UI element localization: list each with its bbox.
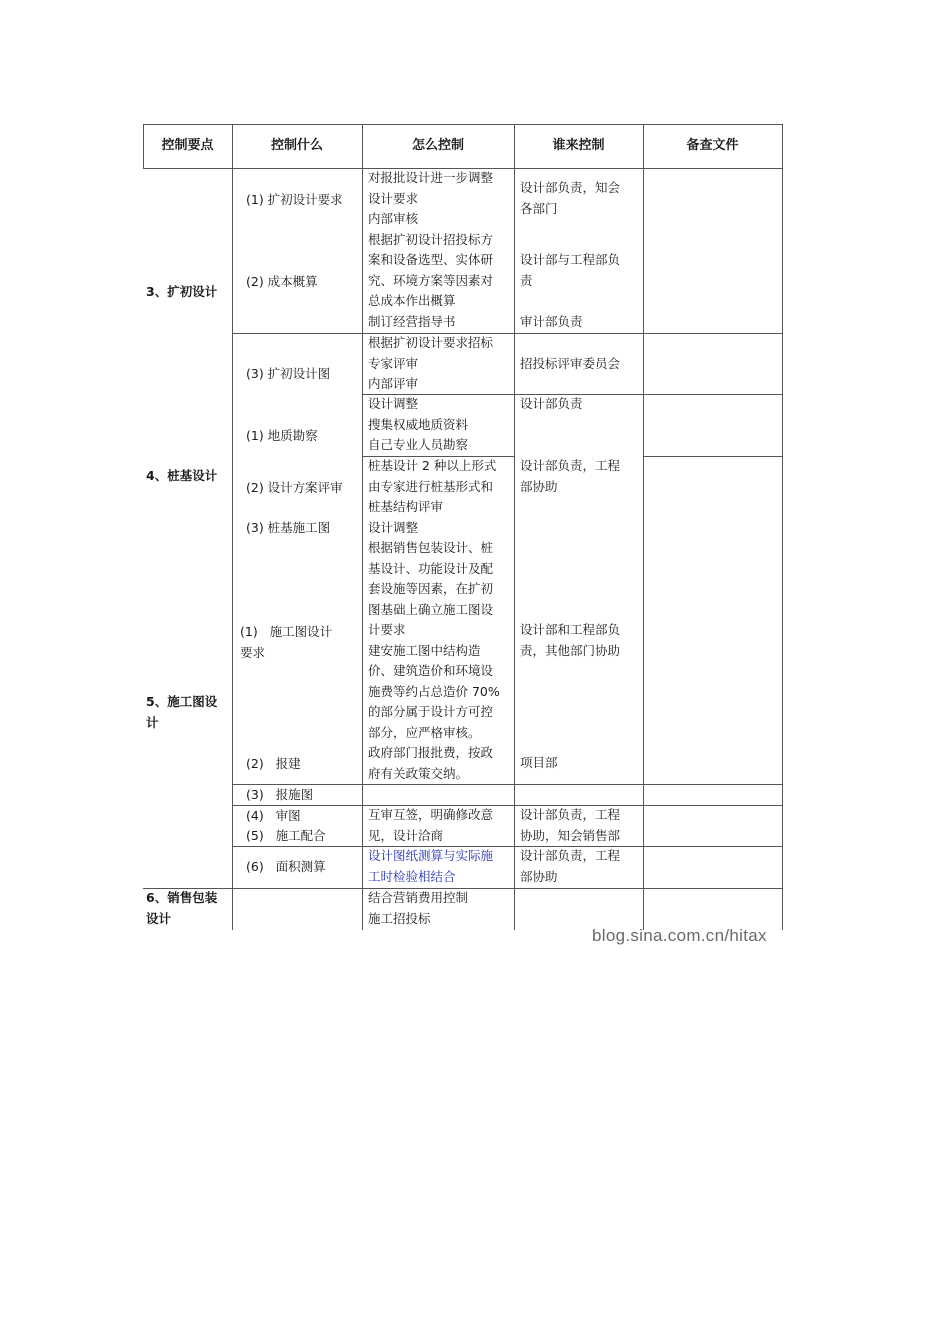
row-line — [232, 333, 783, 334]
header-control-point: 控制要点 — [161, 138, 214, 153]
row-line — [643, 456, 783, 457]
who-text: 招投标评审委员会 — [520, 356, 621, 371]
header-control-what: 控制什么 — [270, 138, 323, 153]
who-text: 设计部负责，工程 部协助 — [520, 458, 621, 494]
header-how-control: 怎么控制 — [411, 138, 464, 153]
row-line — [232, 805, 783, 806]
how-text: 设计调整 搜集权威地质资料 自己专业人员勘察 — [368, 396, 469, 452]
how-text: 对报批设计进一步调整 设计要求 内部审核 根据扩初设计招投标方 案和设备选型、实体研 究、环境方案等因素对 总成本作出概算 制订经营指导书 — [368, 170, 494, 329]
who-text: 设计部负责 — [520, 396, 583, 411]
how-text: 桩基设计 2 种以上形式 由专家进行桩基形式和 桩基结构评审 设计调整 根据销售包装设计、桩 基设计、功能设计及配 套设施等因素，在扩初 图基础上确立施工图设 计要求 建安施工图中结构造 价、建筑造价和环境设 施费等约占总造价 70% 的部分属于设计方可控 部分，应严格审核。 政府部门报批费，按政 府有关政策交纳。 — [368, 458, 500, 781]
row-line — [232, 784, 783, 785]
item-label: (5) 施工配合 — [246, 828, 326, 843]
col-divider-3 — [514, 124, 515, 930]
who-text: 设计部和工程部负 责，其他部门协助 — [520, 622, 621, 658]
item-label: (2) 设计方案评审 — [246, 480, 343, 495]
section-label: 4、桩基设计 — [146, 468, 218, 483]
how-text: 互审互签，明确修改意 见，设计洽商 — [368, 807, 494, 843]
col-divider-2 — [362, 124, 363, 930]
item-label: (2) 报建 — [246, 756, 301, 771]
how-text: 根据扩初设计要求招标 专家评审 内部评审 — [368, 335, 494, 391]
col-divider-4 — [643, 124, 644, 930]
item-label: (1) 扩初设计要求 — [246, 192, 343, 207]
item-label: (3) 扩初设计图 — [246, 366, 331, 381]
table-right-border — [782, 124, 783, 930]
item-label: (4) 审图 — [246, 808, 301, 823]
section-label: 6、销售包装 设计 — [146, 890, 218, 926]
section-label: 5、施工图设 计 — [146, 694, 218, 730]
item-label: (2) 成本概算 — [246, 274, 318, 289]
header-reference-docs: 备查文件 — [686, 138, 739, 153]
item-label: (1) 施工图设计 要求 — [240, 624, 333, 660]
who-text: 设计部负责，知会 各部门 — [520, 180, 621, 216]
section-label: 3、扩初设计 — [146, 284, 218, 299]
who-text: 设计部负责，工程 协助，知会销售部 — [520, 807, 621, 843]
item-label: (3) 报施图 — [246, 787, 314, 802]
who-text: 审计部负责 — [520, 314, 583, 329]
who-text: 项目部 — [520, 755, 558, 770]
item-label: (1) 地质勘察 — [246, 428, 318, 443]
col-divider-1 — [232, 124, 233, 930]
who-text: 设计部负责，工程 部协助 — [520, 848, 621, 884]
item-label: (3) 桩基施工图 — [246, 520, 331, 535]
watermark-text: blog.sina.com.cn/hitax — [592, 926, 767, 945]
who-text: 设计部与工程部负 责 — [520, 252, 621, 288]
how-text: 结合营销费用控制 施工招投标 — [368, 890, 469, 926]
item-label: (6) 面积测算 — [246, 859, 326, 874]
header-who-control: 谁来控制 — [552, 138, 605, 153]
how-text: 设计图纸测算与实际施 工时检验相结合 — [368, 848, 494, 884]
table-top-border — [143, 124, 783, 125]
